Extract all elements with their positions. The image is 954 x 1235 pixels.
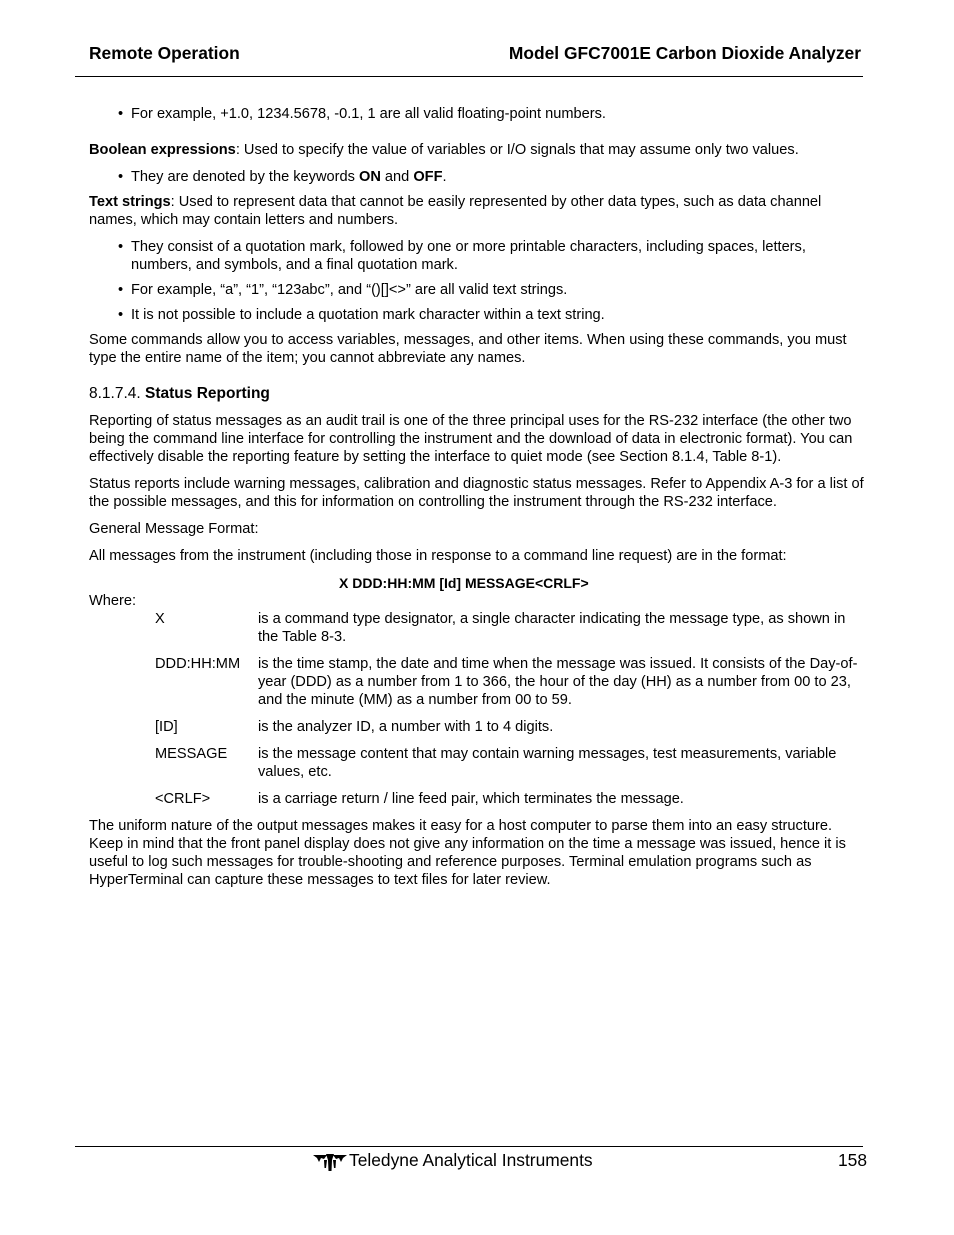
footer-company-name: Teledyne Analytical Instruments <box>349 1150 593 1170</box>
definition-description: is the message content that may contain warning messages, test measurements, variable values, etc. <box>258 746 837 780</box>
all-messages-paragraph: All messages from the instrument (including those in response to a command line request) are in the format: <box>89 548 787 564</box>
text-strings-description: : Used to represent data that cannot be easily represented by other data types, such as data channel names, which may contain letters and numbers. <box>89 194 822 228</box>
status-paragraph-2: Status reports include warning messages, calibration and diagnostic status messages. Refer to Appendix A-3 for a list of the possible messages, and this for information on controlling the instrument through the RS-232 interface. <box>89 476 864 510</box>
boolean-paragraph <box>89 141 869 159</box>
definition-term: <CRLF> <box>155 791 211 807</box>
bullet-text: and <box>380 169 414 185</box>
table-row <box>152 610 868 655</box>
message-format-line: X DDD:HH:MM [Id] MESSAGE<CRLF> <box>339 575 589 591</box>
keyword-off: OFF <box>413 169 443 185</box>
list-item: • For example, “a”, “1”, “123abc”, and “()[]<>” are all valid text strings. <box>89 281 869 299</box>
table-row <box>152 745 868 790</box>
page-body <box>89 105 869 898</box>
header-document-title: Model GFC7001E Carbon Dioxide Analyzer <box>508 43 861 63</box>
page-number: 158 <box>837 1150 867 1170</box>
boolean-description: : Used to specify the value of variables or I/O signals that may assume only two values. <box>235 142 799 158</box>
float-bullets <box>89 105 869 123</box>
bullet-text: They are denoted by the keywords <box>131 169 359 185</box>
boolean-bullets <box>89 168 869 186</box>
text-strings-term: Text strings <box>89 194 171 210</box>
page-header <box>89 44 861 66</box>
section-heading <box>89 385 869 403</box>
bullet-text: . <box>442 169 447 185</box>
general-format-label: General Message Format: <box>89 521 259 537</box>
teledyne-logo-icon <box>313 1152 347 1172</box>
definition-term: [ID] <box>155 719 178 735</box>
list-item <box>89 168 869 186</box>
definition-description: is a command type designator, a single character indicating the message type, as shown in the Table 8-3. <box>258 611 846 645</box>
table-row <box>152 790 868 817</box>
boolean-term: Boolean expressions <box>89 142 236 158</box>
text-strings-paragraph <box>89 193 869 229</box>
definition-term: X <box>155 611 165 627</box>
list-item: • For example, +1.0, 1234.5678, -0.1, 1 are all valid floating-point numbers. <box>89 105 869 123</box>
abbreviation-paragraph: Some commands allow you to access variables, messages, and other items. When using these commands, you must type the entire name of the item; you cannot abbreviate any names. <box>89 332 847 366</box>
section-title: Status Reporting <box>145 385 270 402</box>
definition-term: DDD:HH:MM <box>155 656 241 672</box>
page-footer <box>0 1151 954 1175</box>
definition-description: is a carriage return / line feed pair, which terminates the message. <box>258 791 684 807</box>
closing-paragraph: The uniform nature of the output messages makes it easy for a host computer to parse them into an easy structure. Keep in mind that the front panel display does not give any information on the time a message was issued, hence it is useful to log such messages for trouble-shooting and reference purposes. Terminal emulation programs such as HyperTerminal can capture these messages to text files for later review. <box>89 818 846 888</box>
section-number: 8.1.7.4. <box>89 385 146 402</box>
definition-term: MESSAGE <box>155 746 228 762</box>
definition-description: is the time stamp, the date and time when the message was issued. It consists of the Day-of-year (DDD) as a number from 1 to 366, the hour of the day (HH) as a number from 00 to 23, and the minute (MM) as a number from 00 to 59. <box>258 656 858 708</box>
table-row <box>152 718 868 745</box>
text-strings-bullets <box>89 238 869 324</box>
status-paragraph-1: Reporting of status messages as an audit trail is one of the three principal uses for the RS-232 interface (the other two being the command line interface for controlling the instrument and the download of data in electronic format). You can effectively disable the reporting feature by setting the interface to quiet mode (see Section 8.1.4, Table 8-1). <box>89 413 853 465</box>
definition-description: is the analyzer ID, a number with 1 to 4 digits. <box>258 719 554 735</box>
header-divider <box>75 76 863 77</box>
list-item: • They consist of a quotation mark, followed by one or more printable characters, including spaces, letters, numbers, and symbols, and a final quotation mark. <box>89 238 869 274</box>
table-row <box>152 655 868 718</box>
definitions-table <box>152 610 868 817</box>
list-item: • It is not possible to include a quotation mark character within a text string. <box>89 306 869 324</box>
header-section-title: Remote Operation <box>89 43 240 63</box>
where-label: Where: <box>89 593 137 609</box>
keyword-on: ON <box>358 169 381 185</box>
footer-divider <box>75 1146 863 1147</box>
